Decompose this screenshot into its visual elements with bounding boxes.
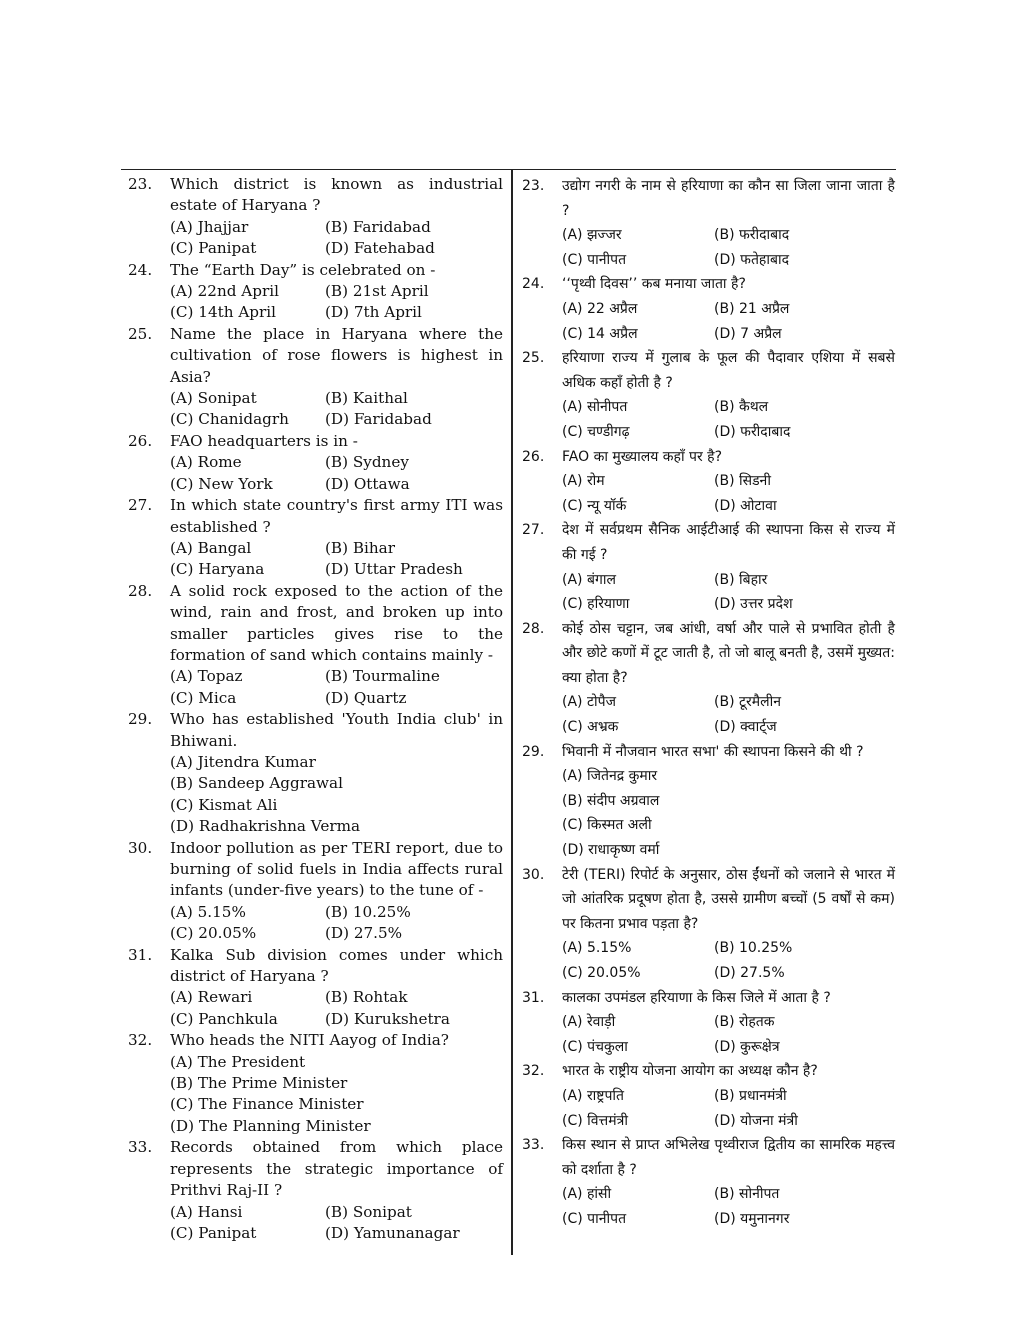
option-b: (B) प्रधानमंत्री — [714, 1087, 787, 1104]
option-c: (C) The Finance Minister — [170, 1095, 364, 1114]
option-a: (A) Jhajjar — [170, 217, 249, 236]
option-c: (C) Panchkula — [170, 1009, 278, 1028]
question-number: 32. — [522, 1063, 545, 1080]
question-number: 32. — [128, 1031, 153, 1050]
option-a: (A) रेवाड़ी — [562, 1014, 616, 1031]
hi-question-28 — [517, 617, 895, 740]
question-number: 27. — [522, 522, 545, 539]
option-a: (A) Sonipat — [170, 389, 257, 408]
en-question-30 — [121, 838, 503, 945]
option-b: (B) कैथल — [714, 399, 769, 416]
option-d: (D) यमुनानगर — [714, 1210, 790, 1227]
question-number: 29. — [522, 743, 545, 760]
question-text: भिवानी में नौजवान भारत सभा' की स्थापना किसने की थी ? — [562, 743, 864, 760]
answer-options — [562, 764, 895, 862]
hi-question-24 — [517, 272, 895, 346]
question-text: A solid rock exposed to the action of the wind, rain and frost, and broken up into smaller particles gives rise to the formation of sand which contains mainly - — [170, 581, 503, 664]
en-question-33 — [121, 1137, 503, 1244]
option-d: (D) राधाकृष्ण वर्मा — [562, 842, 660, 859]
option-b: (B) सोनीपत — [714, 1186, 780, 1203]
option-b: (B) 21 अप्रैल — [714, 300, 790, 317]
question-number: 29. — [128, 710, 153, 729]
option-d: (D) 7th April — [325, 303, 422, 322]
answer-options — [562, 469, 895, 518]
question-text: Kalka Sub division comes under which district of Haryana ? — [170, 945, 503, 986]
question-text: Who has established 'Youth India club' in Bhiwani. — [170, 710, 503, 750]
question-number: 33. — [522, 1137, 545, 1154]
option-c: (C) हरियाणा — [562, 596, 630, 613]
answer-options — [170, 281, 503, 324]
option-d: (D) क्वार्ट्ज — [714, 719, 777, 736]
question-text: ‘‘पृथ्वी दिवस’’ कब मनाया जाता है? — [562, 276, 746, 293]
question-number: 27. — [128, 496, 153, 515]
option-c: (C) पानीपत — [562, 1210, 627, 1227]
answer-options — [170, 388, 503, 431]
option-a: (A) Rewari — [170, 988, 253, 1007]
question-text: Records obtained from which place represents the strategic importance of Prithvi Raj-II ? — [170, 1138, 503, 1200]
question-number: 24. — [522, 276, 545, 293]
question-number: 31. — [522, 989, 545, 1006]
hi-question-30 — [517, 863, 895, 986]
option-a: (A) Jitendra Kumar — [170, 752, 316, 771]
option-d: (D) 27.5% — [714, 965, 785, 981]
option-d: (D) The Planning Minister — [170, 1116, 371, 1135]
question-number: 33. — [128, 1138, 153, 1157]
option-c: (C) Mica — [170, 688, 237, 707]
question-text: Name the place in Haryana where the cultivation of rose flowers is highest in Asia? — [170, 324, 503, 386]
option-b: (B) टूरमैलीन — [714, 694, 782, 711]
question-text: टेरी (TERI) रिपोर्ट के अनुसार, ठोस ईंधनों को जलाने से भारत में जो आंतरिक प्रदूषण होता है, उससे ग्रामीण बच्चों (5 वर्षों से कम) पर कितना प्रभाव पड़ता है? — [562, 866, 895, 932]
option-b: (B) Sandeep Aggrawal — [170, 774, 343, 793]
option-b: (B) Sydney — [325, 453, 409, 472]
option-d: (D) 7 अप्रैल — [714, 325, 782, 342]
english-column — [121, 174, 503, 1244]
option-d: (D) Uttar Pradesh — [325, 560, 463, 579]
option-a: (A) Rome — [170, 453, 242, 472]
option-d: (D) Faridabad — [325, 410, 432, 429]
question-text: Who heads the NITI Aayog of India? — [170, 1031, 449, 1050]
option-a: (A) 22nd April — [170, 282, 279, 301]
option-a: (A) 22 अप्रैल — [562, 300, 638, 317]
option-b: (B) 10.25% — [325, 902, 411, 921]
answer-options — [170, 217, 503, 260]
option-a: (A) झज्जर — [562, 227, 622, 244]
answer-options — [562, 1182, 895, 1231]
answer-options — [170, 538, 503, 581]
option-c: (C) 14 अप्रैल — [562, 325, 638, 342]
option-b: (B) 10.25% — [714, 940, 793, 957]
answer-options — [170, 752, 503, 838]
question-text: कोई ठोस चट्टान, जब आंधी, वर्षा और पाले से प्रभावित होती है और छोटे कणों में टूट जाती है, तो जो बालू बनती है, उसमें मुख्यत: क्या होता है? — [562, 620, 895, 686]
question-text: देश में सर्वप्रथम सैनिक आईटीआई की स्थापना किस से राज्य में की गई ? — [562, 522, 895, 563]
en-question-32 — [121, 1030, 503, 1137]
option-a: (A) सोनीपत — [562, 399, 628, 416]
answer-options — [562, 936, 895, 985]
question-number: 25. — [522, 350, 545, 367]
option-d: (D) Ottawa — [325, 474, 410, 493]
option-b: (B) Rohtak — [325, 988, 408, 1007]
option-c: (C) पंचकुला — [562, 1038, 628, 1055]
en-question-26 — [121, 431, 503, 495]
option-d: (D) उत्तर प्रदेश — [714, 596, 793, 613]
question-number: 30. — [128, 838, 153, 857]
question-text: Indoor pollution as per TERI report, due to burning of solid fuels in India affects rural infants (under-five years) to the tune of - — [170, 838, 503, 900]
option-b: (B) रोहतक — [714, 1014, 775, 1031]
question-number: 28. — [522, 620, 545, 637]
option-a: (A) राष्ट्रपति — [562, 1087, 625, 1104]
en-question-31 — [121, 945, 503, 1031]
answer-options — [170, 1052, 503, 1138]
answer-options — [562, 395, 895, 444]
hi-question-29 — [517, 740, 895, 863]
en-question-28 — [121, 581, 503, 709]
question-text: In which state country's first army ITI was established ? — [170, 496, 503, 536]
hi-question-25 — [517, 346, 895, 444]
answer-options — [562, 297, 895, 346]
option-d: (D) फरीदाबाद — [714, 423, 791, 440]
answer-options — [562, 223, 895, 272]
option-a: (A) हांसी — [562, 1186, 612, 1203]
option-c: (C) 20.05% — [562, 965, 641, 981]
option-c: (C) किस्मत अली — [562, 817, 652, 834]
hi-question-33 — [517, 1133, 895, 1231]
answer-options — [170, 902, 503, 945]
column-divider — [511, 169, 513, 1255]
option-b: (B) सिडनी — [714, 473, 771, 490]
question-number: 26. — [128, 431, 153, 450]
option-b: (B) बिहार — [714, 571, 768, 588]
option-b: (B) 21st April — [325, 282, 429, 301]
answer-options — [170, 987, 503, 1030]
question-text: FAO headquarters is in - — [170, 431, 358, 450]
en-question-24 — [121, 260, 503, 324]
option-b: (B) Kaithal — [325, 389, 408, 408]
option-d: (D) Radhakrishna Verma — [170, 817, 361, 836]
question-number: 31. — [128, 945, 153, 964]
question-text: किस स्थान से प्राप्त अभिलेख पृथ्वीराज द्वितीय का सामरिक महत्त्व को दर्शाता है ? — [562, 1137, 895, 1178]
answer-options — [170, 666, 503, 709]
question-number: 30. — [522, 866, 545, 883]
question-text: FAO का मुख्यालय कहाँ पर है? — [562, 448, 723, 465]
en-question-23 — [121, 174, 503, 260]
option-d: (D) योजना मंत्री — [714, 1112, 798, 1129]
option-d: (D) Quartz — [325, 688, 407, 707]
option-b: (B) Bihar — [325, 538, 395, 557]
option-c: (C) न्यू यॉर्क — [562, 497, 627, 514]
option-c: (C) New York — [170, 474, 273, 493]
option-b: (B) संदीप अग्रवाल — [562, 792, 660, 809]
question-text: भारत के राष्ट्रीय योजना आयोग का अध्यक्ष कौन है? — [562, 1063, 818, 1080]
question-number: 23. — [522, 178, 545, 194]
option-c: (C) अभ्रक — [562, 719, 619, 736]
option-c: (C) 14th April — [170, 303, 277, 322]
top-rule — [121, 169, 896, 170]
hi-question-26 — [517, 445, 895, 519]
option-b: (B) फरीदाबाद — [714, 227, 790, 244]
option-c: (C) Haryana — [170, 560, 265, 579]
en-question-25 — [121, 324, 503, 431]
option-a: (A) Topaz — [170, 667, 243, 686]
option-d: (D) 27.5% — [325, 924, 403, 943]
option-a: (A) Hansi — [170, 1202, 243, 1221]
option-a: (A) The President — [170, 1052, 306, 1071]
option-d: (D) Yamunanagar — [325, 1223, 460, 1242]
question-number: 23. — [128, 175, 153, 193]
option-b: (B) The Prime Minister — [170, 1074, 348, 1093]
option-b: (B) Sonipat — [325, 1202, 412, 1221]
option-a: (A) बंगाल — [562, 571, 616, 588]
hi-question-27 — [517, 518, 895, 616]
option-c: (C) वित्तमंत्री — [562, 1112, 628, 1129]
option-c: (C) Chanidagrh — [170, 410, 289, 429]
question-text: The “Earth Day” is celebrated on - — [170, 260, 436, 279]
answer-options — [170, 452, 503, 495]
option-c: (C) चण्डीगढ़ — [562, 423, 630, 440]
option-c: (C) Panipat — [170, 1223, 257, 1242]
hi-question-31 — [517, 986, 895, 1060]
option-c: (C) 20.05% — [170, 924, 257, 943]
answer-options — [562, 690, 895, 739]
option-a: (A) 5.15% — [562, 940, 632, 957]
answer-options — [562, 1084, 895, 1133]
option-c: (C) Panipat — [170, 239, 257, 258]
option-b: (B) Tourmaline — [325, 667, 440, 686]
option-c: (C) पानीपत — [562, 251, 627, 268]
en-question-27 — [121, 495, 503, 581]
option-a: (A) टोपैज — [562, 694, 616, 711]
question-text: हरियाणा राज्य में गुलाब के फूल की पैदावार एशिया में सबसे अधिक कहाँ होती है ? — [562, 350, 895, 391]
option-c: (C) Kismat Ali — [170, 795, 278, 814]
question-number: 26. — [522, 448, 545, 465]
option-d: (D) Fatehabad — [325, 239, 435, 258]
en-question-29 — [121, 709, 503, 837]
question-text: उद्योग नगरी के नाम से हरियाणा का कौन सा जिला जाना जाता है ? — [562, 178, 895, 219]
question-number: 25. — [128, 324, 153, 343]
answer-options — [170, 1202, 503, 1245]
hi-question-32 — [517, 1059, 895, 1133]
question-number: 24. — [128, 260, 153, 279]
hi-question-23 — [517, 174, 895, 272]
answer-options — [562, 1010, 895, 1059]
question-text: Which district is known as industrial estate of Haryana ? — [170, 175, 503, 215]
option-a: (A) जितेनद्र कुमार — [562, 768, 658, 785]
option-d: (D) कुरूक्षेत्र — [714, 1038, 780, 1055]
question-text: कालका उपमंडल हरियाणा के किस जिले में आता है ? — [562, 989, 831, 1006]
hindi-column — [517, 174, 895, 1232]
option-b: (B) Faridabad — [325, 217, 431, 236]
option-d: (D) फतेहाबाद — [714, 251, 790, 268]
question-number: 28. — [128, 581, 153, 600]
option-a: (A) Bangal — [170, 538, 252, 557]
option-a: (A) 5.15% — [170, 902, 246, 921]
answer-options — [562, 568, 895, 617]
option-d: (D) Kurukshetra — [325, 1009, 450, 1028]
option-d: (D) ओटावा — [714, 497, 777, 514]
option-a: (A) रोम — [562, 473, 605, 490]
